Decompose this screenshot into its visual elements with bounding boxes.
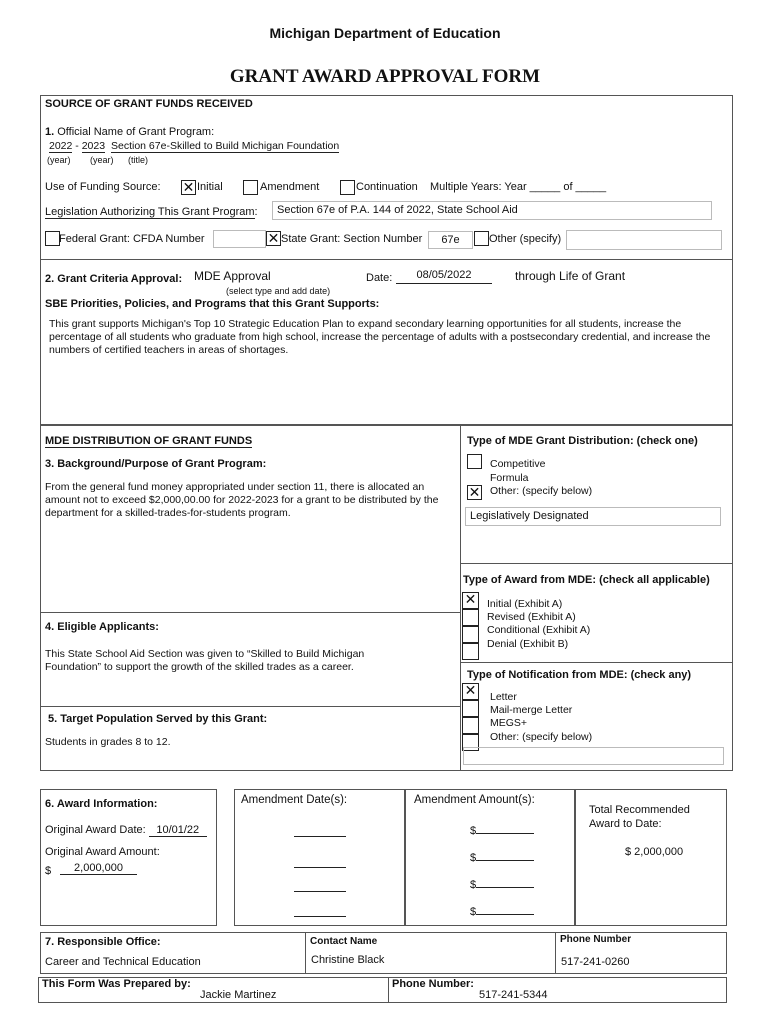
form-title: GRANT AWARD APPROVAL FORM	[229, 66, 541, 87]
amendment-checkbox[interactable]	[243, 180, 258, 195]
dollar-sign: $	[45, 865, 52, 877]
other-distribution-label: Other: (specify below)	[490, 485, 593, 497]
other-specify-field[interactable]	[566, 230, 722, 250]
federal-grant-label: Federal Grant: CFDA Number	[59, 233, 205, 245]
letter-checkbox[interactable]	[462, 683, 479, 700]
contact-name-label: Contact Name	[310, 936, 378, 947]
divider	[40, 425, 733, 426]
date-label: Date:	[366, 272, 393, 284]
approval-caption: (select type and add date)	[226, 286, 331, 296]
other-notification-label: Other: (specify below)	[490, 731, 593, 743]
background-text: From the general fund money appropriated under section 11, there is allocated an amount not to exceed $2,000,00.00 for 2022-2023 for a grant to be distributed by the department for a skilled-trades-for-students program.	[45, 481, 439, 519]
legislation-label: Legislation Authorizing This Grant Program	[45, 206, 255, 218]
distribution-type-heading: Type of MDE Grant Distribution: (check one)	[467, 435, 698, 447]
legislation-label-row	[45, 206, 258, 218]
award-info-label: 6. Award Information:	[45, 798, 158, 810]
criteria-label: 2. Grant Criteria Approval	[45, 273, 179, 285]
amendment-amount-3[interactable]	[470, 875, 534, 891]
funding-source-label: Use of Funding Source:	[45, 181, 161, 193]
revised-award-label: Revised (Exhibit A)	[487, 611, 576, 623]
initial-award-checkbox[interactable]	[462, 592, 479, 609]
revised-award-checkbox[interactable]	[462, 609, 479, 626]
total-award-value: $ 2,000,000	[625, 846, 684, 858]
other-distribution-checkbox[interactable]	[467, 485, 482, 500]
phone-number-label: Phone Number	[560, 934, 632, 945]
state-grant-label: State Grant: Section Number	[281, 233, 423, 245]
total-award-label: Total Recommended Award to Date:	[589, 804, 690, 830]
legislation-field[interactable]: Section 67e of P.A. 144 of 2022, State School Aid	[272, 201, 712, 220]
amendment-dates-box	[234, 789, 405, 926]
denial-award-checkbox[interactable]	[462, 643, 479, 660]
amendment-date-line-3[interactable]	[294, 891, 346, 892]
department-name: Michigan Department of Education	[269, 25, 501, 41]
label-text: Official Name of Grant Program:	[57, 126, 215, 138]
colon: :	[254, 206, 258, 218]
original-date-value[interactable]: 10/01/22	[149, 824, 207, 837]
sbe-text: This grant supports Michigan's Top 10 Strategic Education Plan to expand secondary learning opportunities for all students, increase the percentage of all students who graduate from high school, increase the percentage of adults with a postsecondary credential, and increase the numbers of certified teachers in areas of shortages.	[49, 318, 711, 356]
year-caption-2: (year)	[90, 155, 114, 165]
original-date-label: Original Award Date:	[45, 824, 146, 836]
target-population-text: Students in grades 8 to 12.	[45, 736, 171, 748]
divider	[40, 770, 733, 771]
target-population-label: 5. Target Population Served by this Grant:	[48, 713, 268, 725]
amendment-label: Amendment	[260, 181, 320, 193]
divider	[40, 706, 460, 707]
mail-merge-label: Mail-merge Letter	[490, 704, 573, 716]
dollar-sign: $	[470, 852, 477, 864]
amendment-amount-2[interactable]	[470, 848, 534, 864]
other-grant-checkbox[interactable]	[474, 231, 489, 246]
column-divider	[388, 977, 389, 1003]
column-divider	[305, 932, 306, 974]
initial-award-label: Initial (Exhibit A)	[487, 598, 563, 610]
responsible-office-label: 7. Responsible Office:	[45, 936, 161, 948]
amendment-date-line-4[interactable]	[294, 916, 346, 917]
federal-grant-checkbox[interactable]	[45, 231, 60, 246]
through-life-text: through Life of Grant	[515, 269, 626, 283]
dollar-sign: $	[470, 825, 477, 837]
approval-type[interactable]: MDE Approval	[194, 269, 271, 283]
program-name-line	[49, 140, 339, 152]
eligible-applicants-text: This State School Aid Section was given to “Skilled to Build Michigan Foundation” to support the growth of the skilled trades as a career.	[45, 648, 365, 673]
initial-label: Initial	[197, 181, 223, 193]
colon: :	[178, 273, 183, 285]
criteria-label-row	[45, 273, 182, 285]
column-divider	[555, 932, 556, 974]
title-caption: (title)	[128, 155, 148, 165]
year-caption-1: (year)	[47, 155, 71, 165]
year-end: 2023	[81, 140, 106, 152]
eligible-applicants-label: 4. Eligible Applicants:	[45, 621, 159, 633]
approval-date-field[interactable]: 08/05/2022	[396, 269, 492, 284]
original-amount-value[interactable]: 2,000,000	[60, 862, 137, 875]
continuation-label: Continuation	[356, 181, 418, 193]
competitive-label: Competitive	[490, 458, 546, 470]
responsible-office-value: Career and Technical Education	[45, 956, 201, 968]
amendment-date-line-2[interactable]	[294, 867, 346, 868]
year-start: 2022	[49, 140, 73, 152]
distribution-other-field[interactable]: Legislatively Designated	[465, 507, 721, 526]
section-number-field[interactable]: 67e	[428, 231, 473, 249]
sbe-heading: SBE Priorities, Policies, and Programs that this Grant Supports:	[45, 298, 380, 310]
notification-type-heading: Type of Notification from MDE: (check any)	[467, 669, 692, 681]
section-heading: SOURCE OF GRANT FUNDS RECEIVED	[45, 98, 253, 110]
dollar-sign: $	[470, 906, 477, 918]
left-border	[40, 425, 41, 770]
original-award-date-row	[45, 824, 207, 837]
program-name-label	[45, 126, 214, 138]
column-divider	[460, 425, 461, 770]
letter-label: Letter	[490, 691, 517, 703]
divider	[460, 563, 732, 564]
phone-number-value: 517-241-0260	[561, 956, 630, 968]
continuation-checkbox[interactable]	[340, 180, 355, 195]
formula-label: Formula	[490, 472, 529, 484]
right-border	[732, 425, 733, 770]
background-label: 3. Background/Purpose of Grant Program:	[45, 458, 267, 470]
conditional-award-label: Conditional (Exhibit A)	[487, 624, 591, 636]
state-grant-checkbox[interactable]	[266, 231, 281, 246]
amendment-amounts-label: Amendment Amount(s):	[414, 794, 535, 806]
contact-name-value: Christine Black	[311, 954, 385, 966]
divider	[460, 662, 732, 663]
cfda-number-field[interactable]	[213, 230, 266, 248]
megs-checkbox[interactable]	[462, 717, 479, 734]
competitive-checkbox[interactable]	[467, 454, 482, 469]
mail-merge-checkbox[interactable]	[462, 700, 479, 717]
distribution-heading: MDE DISTRIBUTION OF GRANT FUNDS	[45, 435, 253, 447]
conditional-award-checkbox[interactable]	[462, 626, 479, 643]
original-amount-label: Original Award Amount:	[45, 846, 160, 858]
award-type-heading: Type of Award from MDE: (check all applicable)	[463, 574, 710, 586]
program-title: Section 67e-Skilled to Build Michigan Foundation	[110, 140, 340, 152]
other-grant-label: Other (specify)	[489, 233, 562, 245]
amendment-amount-4[interactable]	[470, 902, 534, 918]
divider	[40, 612, 460, 613]
prepared-by-value: Jackie Martinez	[200, 989, 277, 1001]
prepared-phone-value: 517-241-5344	[479, 989, 548, 1001]
dollar-sign: $	[470, 879, 477, 891]
megs-label: MEGS+	[490, 717, 528, 729]
prepared-phone-label: Phone Number:	[392, 978, 474, 990]
amendment-amount-1[interactable]	[470, 821, 534, 837]
multiple-years-text: Multiple Years: Year _____ of _____	[430, 181, 607, 193]
dash: -	[75, 140, 79, 152]
notification-other-field[interactable]	[463, 747, 724, 765]
amendment-date-line-1[interactable]	[294, 836, 346, 837]
amendment-dates-label: Amendment Date(s):	[241, 794, 348, 806]
item-number: 1.	[45, 126, 55, 138]
initial-checkbox[interactable]	[181, 180, 196, 195]
prepared-by-label: This Form Was Prepared by:	[42, 978, 191, 990]
denial-award-label: Denial (Exhibit B)	[487, 638, 569, 650]
